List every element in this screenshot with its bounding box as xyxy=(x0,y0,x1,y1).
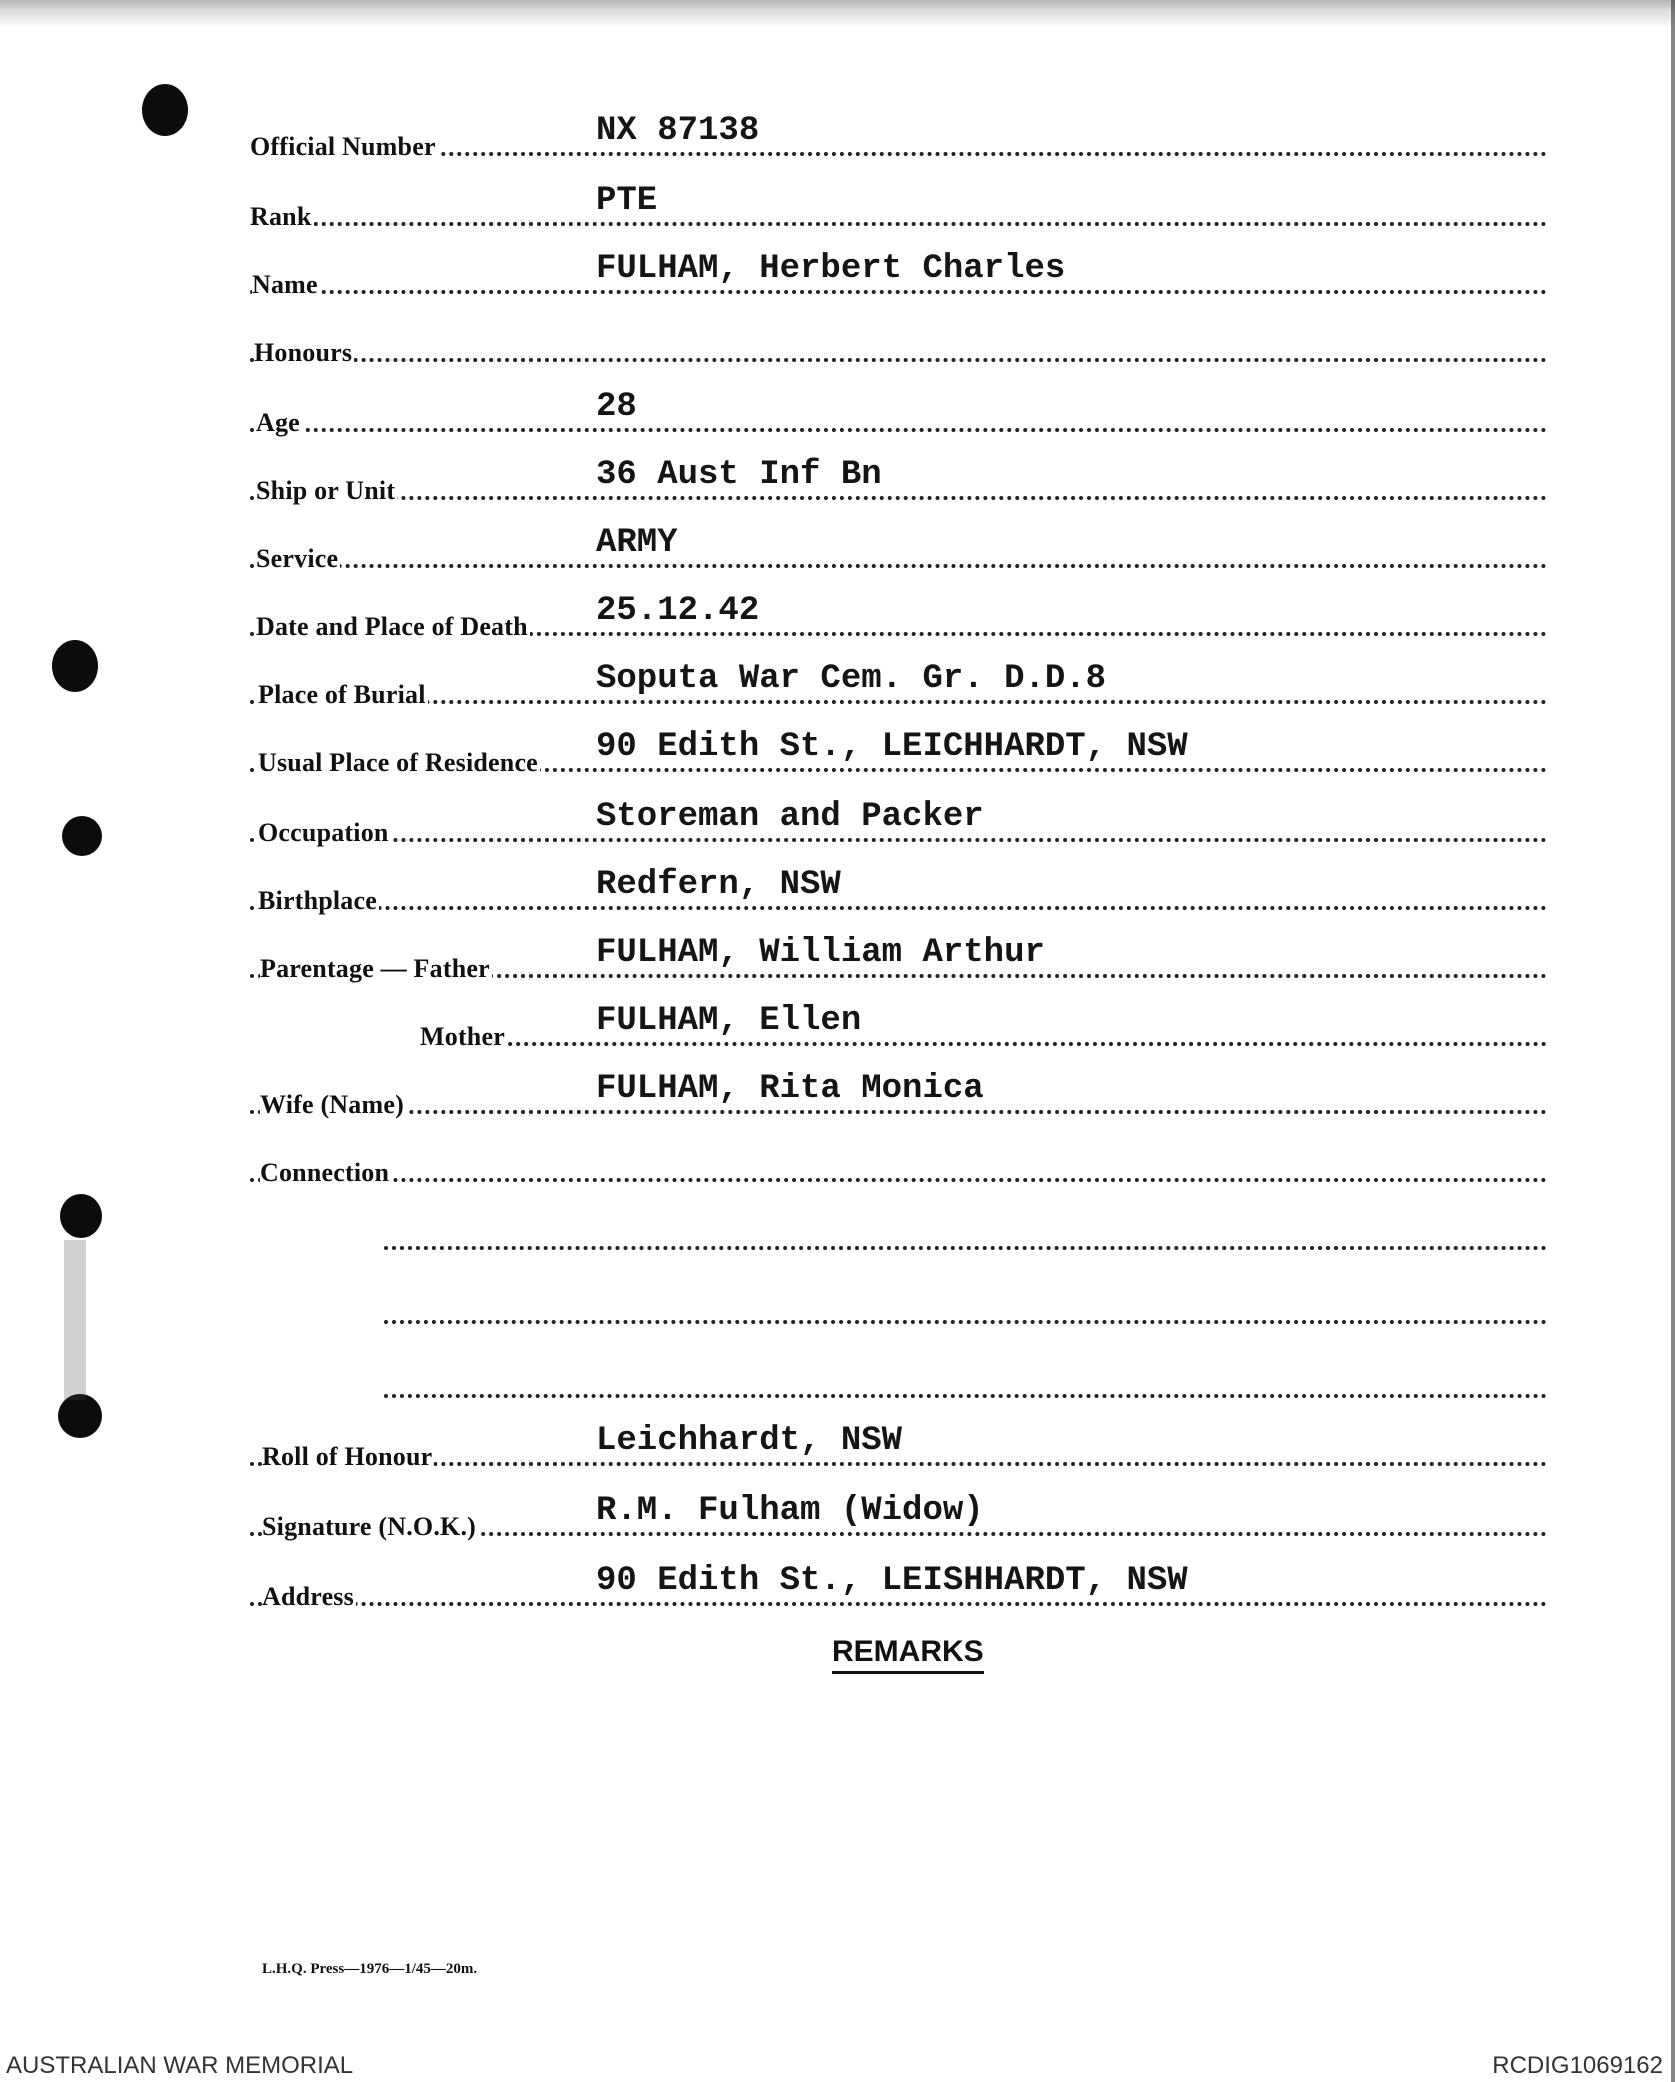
printer-mark: L.H.Q. Press—1976—1/45—20m. xyxy=(262,1961,478,1977)
row-roll-of-honour xyxy=(0,1420,1675,1480)
dotted-line xyxy=(250,1602,1547,1606)
value-ship-or-unit: 36 Aust Inf Bn xyxy=(596,456,882,494)
label-name: Name xyxy=(252,270,318,299)
label-father: Parentage — Father xyxy=(260,954,490,983)
label-residence: Usual Place of Residence xyxy=(258,748,538,777)
value-service: ARMY xyxy=(596,524,678,562)
row-age xyxy=(0,386,1675,446)
dotted-line xyxy=(384,1320,1547,1324)
dotted-line xyxy=(250,222,1547,226)
row-rank xyxy=(0,180,1675,240)
label-mother: Mother xyxy=(420,1022,505,1051)
scan-edge-top xyxy=(0,0,1675,26)
label-connection: Connection xyxy=(260,1158,390,1187)
value-occupation: Storeman and Packer xyxy=(596,798,984,836)
value-date-place-death: 25.12.42 xyxy=(596,592,760,630)
label-honours: Honours xyxy=(254,338,353,367)
label-service: Service xyxy=(256,544,339,573)
value-residence: 90 Edith St., LEICHHARDT, NSW xyxy=(596,728,1188,766)
label-official-number: Official Number xyxy=(250,132,436,161)
dotted-line xyxy=(250,1462,1547,1466)
dotted-line xyxy=(250,1110,1547,1114)
dotted-line xyxy=(250,906,1547,910)
value-official-number: NX 87138 xyxy=(596,112,760,150)
label-birthplace: Birthplace xyxy=(258,886,377,915)
value-father: FULHAM, William Arthur xyxy=(596,934,1045,972)
row-official-number xyxy=(0,110,1675,170)
dotted-line xyxy=(384,1394,1547,1398)
value-mother: FULHAM, Ellen xyxy=(596,1002,862,1040)
row-connection-line-4 xyxy=(0,1352,1675,1412)
value-roll-of-honour: Leichhardt, NSW xyxy=(596,1422,903,1460)
dotted-line xyxy=(384,1246,1547,1250)
value-name: FULHAM, Herbert Charles xyxy=(596,250,1066,288)
row-address xyxy=(0,1560,1675,1620)
dotted-line xyxy=(250,290,1547,294)
row-service xyxy=(0,522,1675,582)
row-name xyxy=(0,248,1675,308)
label-signature: Signature (N.O.K.) xyxy=(262,1512,477,1541)
label-rank: Rank xyxy=(250,202,312,231)
dotted-line xyxy=(250,358,1547,362)
dotted-line xyxy=(420,1042,1547,1046)
label-ship-or-unit: Ship or Unit xyxy=(256,476,396,505)
row-residence xyxy=(0,726,1675,786)
row-connection-line-3 xyxy=(0,1278,1675,1338)
dotted-line xyxy=(250,700,1547,704)
remarks-heading: REMARKS xyxy=(832,1635,984,1674)
row-wife xyxy=(0,1068,1675,1128)
row-date-place-death xyxy=(0,590,1675,650)
footer-institution: AUSTRALIAN WAR MEMORIAL xyxy=(6,2052,354,2079)
value-place-of-burial: Soputa War Cem. Gr. D.D.8 xyxy=(596,660,1107,698)
label-occupation: Occupation xyxy=(258,818,389,847)
label-place-of-burial: Place of Burial xyxy=(258,680,426,709)
row-occupation xyxy=(0,796,1675,856)
label-age: Age xyxy=(256,408,300,437)
row-father xyxy=(0,932,1675,992)
row-connection-line-2 xyxy=(0,1204,1675,1264)
row-signature xyxy=(0,1490,1675,1550)
value-wife: FULHAM, Rita Monica xyxy=(596,1070,984,1108)
label-roll-of-honour: Roll of Honour xyxy=(262,1442,433,1471)
row-mother xyxy=(0,1000,1675,1060)
row-connection xyxy=(0,1136,1675,1196)
value-address: 90 Edith St., LEISHHARDT, NSW xyxy=(596,1562,1188,1600)
row-ship-or-unit xyxy=(0,454,1675,514)
value-signature: R.M. Fulham (Widow) xyxy=(596,1492,984,1530)
dotted-line xyxy=(250,838,1547,842)
label-wife: Wife (Name) xyxy=(260,1090,404,1119)
value-rank: PTE xyxy=(596,182,658,220)
dotted-line xyxy=(250,1178,1547,1182)
value-age: 28 xyxy=(596,388,637,426)
row-birthplace xyxy=(0,864,1675,924)
value-birthplace: Redfern, NSW xyxy=(596,866,841,904)
label-date-place-death: Date and Place of Death xyxy=(256,612,528,641)
dotted-line xyxy=(250,564,1547,568)
footer-record-id: RCDIG1069162 xyxy=(1492,2052,1663,2079)
dotted-line xyxy=(250,496,1547,500)
dotted-line xyxy=(250,428,1547,432)
label-address: Address xyxy=(262,1582,354,1611)
row-honours xyxy=(0,316,1675,376)
row-place-of-burial xyxy=(0,658,1675,718)
dotted-line xyxy=(250,152,1547,156)
